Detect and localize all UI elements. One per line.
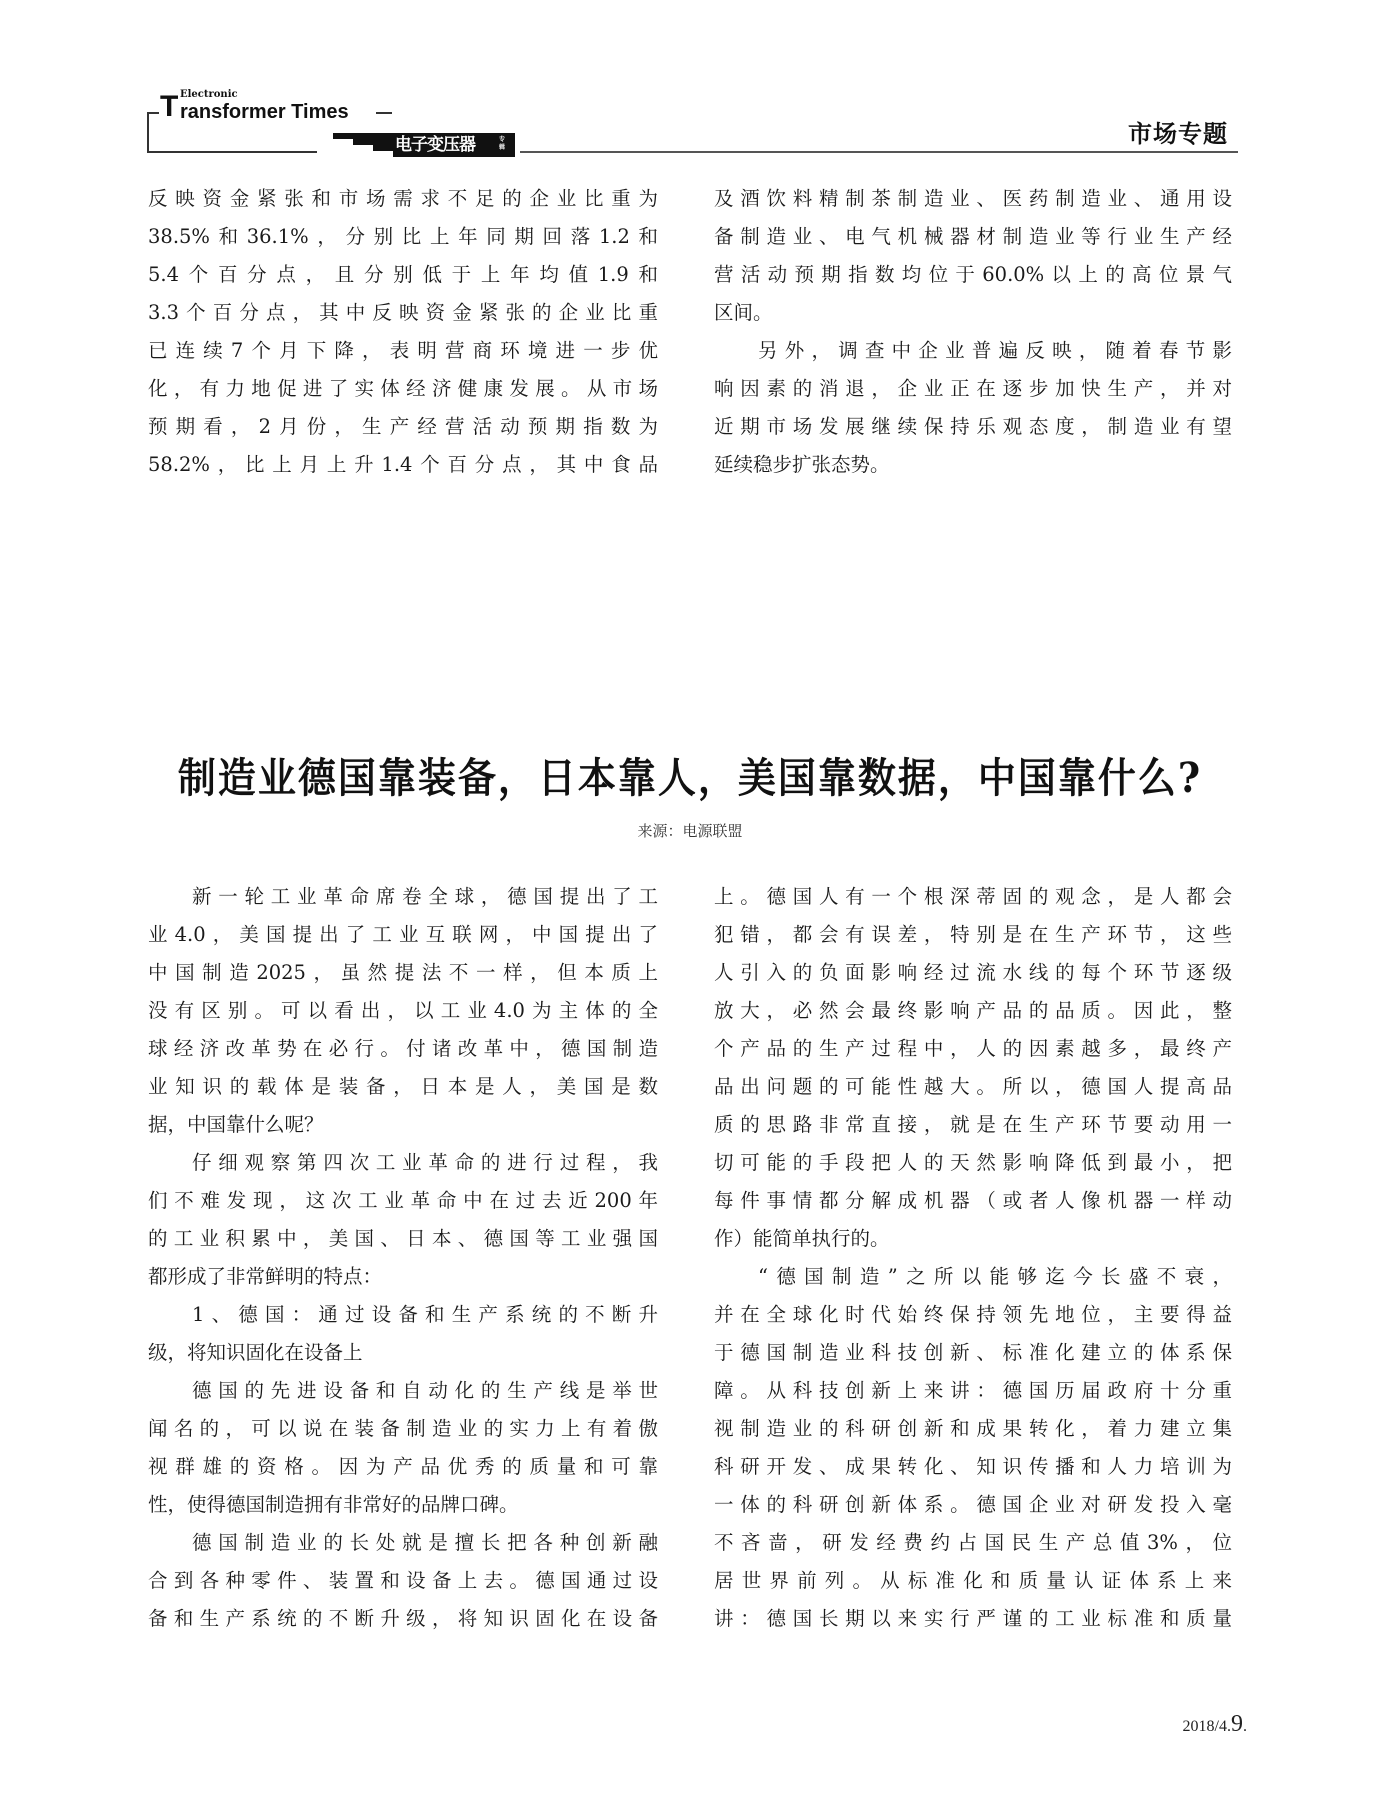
text-line: 放大，必然会最终影响产品的品质。因此，整	[714, 999, 1232, 1022]
subheading-line: 1、德国：通过设备和生产系统的不断升	[192, 1303, 658, 1326]
article-source: 来源：电源联盟	[637, 822, 743, 840]
text-line: 闻名的，可以说在装备制造业的实力上有着傲	[148, 1417, 658, 1440]
page-number-suffix: .	[1243, 1718, 1247, 1735]
page-footer	[1183, 1712, 1247, 1739]
article-right-column	[714, 878, 1232, 1638]
text-line: 业知识的载体是装备，日本是人，美国是数	[148, 1075, 658, 1098]
text-line: 近期市场发展继续保持乐观态度，制造业有望	[714, 415, 1232, 438]
text-line: 38.5%和36.1%，分别比上年同期回落1.2和	[148, 225, 658, 248]
logo-superscript: Electronic	[180, 89, 238, 100]
section-label: 市场专题	[1128, 120, 1228, 148]
text-line: 切可能的手段把人的天然影响降低到最小，把	[714, 1151, 1232, 1174]
header-rule	[147, 151, 317, 153]
text-line: 每件事情都分解成机器（或者人像机器一样动	[714, 1189, 1232, 1212]
header-rule	[376, 112, 392, 114]
text-line: 讲：德国长期以来实行严谨的工业标准和质量	[714, 1607, 1232, 1630]
text-line: 已连续7个月下降，表明营商环境进一步优	[148, 339, 658, 362]
text-line: 中国制造2025，虽然提法不一样，但本质上	[148, 961, 658, 984]
magazine-name-cn: 电子变压器	[395, 135, 475, 155]
text-line: 预期看，2月份，生产经营活动预期指数为	[148, 415, 658, 438]
text-line: 及酒饮料精制茶制造业、医药制造业、通用设	[714, 187, 1232, 210]
text-line: 们不难发现，这次工业革命中在过去近200年	[148, 1189, 658, 1212]
subheading-line: 级，将知识固化在设备上	[148, 1341, 363, 1364]
text-line: 另外，调查中企业普遍反映，随着春节影	[758, 339, 1232, 362]
logo-text: ransformer Times	[180, 101, 349, 123]
text-line: 5.4个百分点，且分别低于上年均值1.9和	[148, 263, 658, 286]
text-line: 居世界前列。从标准化和质量认证体系上来	[714, 1569, 1232, 1592]
text-line: 营活动预期指数均位于60.0%以上的高位景气	[714, 263, 1232, 286]
text-line: 仔细观察第四次工业革命的进行过程，我	[192, 1151, 658, 1174]
text-line: 德国制造业的长处就是擅长把各种创新融	[192, 1531, 658, 1554]
text-line: 化，有力地促进了实体经济健康发展。从市场	[148, 377, 658, 400]
issue-date: 2018/4.	[1182, 1718, 1231, 1735]
text-line: 性，使得德国制造拥有非常好的品牌口碑。	[148, 1493, 519, 1516]
text-line: 3.3个百分点，其中反映资金紧张的企业比重	[148, 301, 658, 324]
text-line: 新一轮工业革命席卷全球，德国提出了工	[192, 885, 658, 908]
text-line: 视制造业的科研创新和成果转化，着力建立集	[714, 1417, 1232, 1440]
top-right-column	[714, 180, 1232, 484]
text-line: 据，中国靠什么呢？	[148, 1113, 324, 1136]
text-line: 个产品的生产过程中，人的因素越多，最终产	[714, 1037, 1232, 1060]
header-rule	[520, 151, 1238, 153]
text-line: 上。德国人有一个根深蒂固的观念，是人都会	[714, 885, 1232, 908]
text-line: 没有区别。可以看出，以工业4.0为主体的全	[148, 999, 658, 1022]
magazine-edition-tag: 专辑	[499, 136, 506, 151]
text-line: 障。从科技创新上来讲：德国历届政府十分重	[714, 1379, 1232, 1402]
text-line: 作）能简单执行的。	[714, 1227, 890, 1250]
text-line: 球经济改革势在必行。付诸改革中，德国制造	[148, 1037, 658, 1060]
text-line: 科研开发、成果转化、知识传播和人力培训为	[714, 1455, 1232, 1478]
top-left-column	[148, 180, 658, 484]
text-line: 一体的科研创新体系。德国企业对研发投入毫	[714, 1493, 1232, 1516]
text-line: 区间。	[714, 301, 773, 324]
text-line: 反映资金紧张和市场需求不足的企业比重为	[148, 187, 658, 210]
article-title: 制造业德国靠装备，日本靠人，美国靠数据，中国靠什么?	[177, 753, 1203, 802]
text-line: 备制造业、电气机械器材制造业等行业生产经	[714, 225, 1232, 248]
text-line: 犯错，都会有误差，特别是在生产环节，这些	[714, 923, 1232, 946]
text-line: 于德国制造业科技创新、标准化建立的体系保	[714, 1341, 1232, 1364]
text-line: 备和生产系统的不断升级，将知识固化在设备	[148, 1607, 658, 1630]
text-line: 人引入的负面影响经过流水线的每个环节逐级	[714, 961, 1232, 984]
text-line: 58.2%，比上月上升1.4个百分点，其中食品	[148, 453, 658, 476]
text-line: 合到各种零件、装置和设备上去。德国通过设	[148, 1569, 658, 1592]
article-left-column	[148, 878, 658, 1638]
logo-initial: T	[160, 90, 179, 123]
text-line: 并在全球化时代始终保持领先地位，主要得益	[714, 1303, 1232, 1326]
page-number: 9	[1231, 1711, 1243, 1737]
magazine-name-band	[333, 133, 515, 157]
text-line: 业4.0，美国提出了工业互联网，中国提出了	[148, 923, 658, 946]
header-rule	[147, 112, 149, 152]
text-line: 视群雄的资格。因为产品优秀的质量和可靠	[148, 1455, 658, 1478]
text-line: 质的思路非常直接，就是在生产环节要动用一	[714, 1113, 1232, 1136]
text-line: 德国的先进设备和自动化的生产线是举世	[192, 1379, 658, 1402]
text-line: 都形成了非常鲜明的特点：	[148, 1265, 383, 1288]
text-line: 响因素的消退，企业正在逐步加快生产，并对	[714, 377, 1232, 400]
text-line: “德国制造”之所以能够迄今长盛不衰，	[758, 1265, 1232, 1288]
text-line: 延续稳步扩张态势。	[714, 453, 890, 476]
text-line: 品出问题的可能性越大。所以，德国人提高品	[714, 1075, 1232, 1098]
text-line: 不吝啬，研发经费约占国民生产总值3%，位	[714, 1531, 1232, 1554]
text-line: 的工业积累中，美国、日本、德国等工业强国	[148, 1227, 658, 1250]
